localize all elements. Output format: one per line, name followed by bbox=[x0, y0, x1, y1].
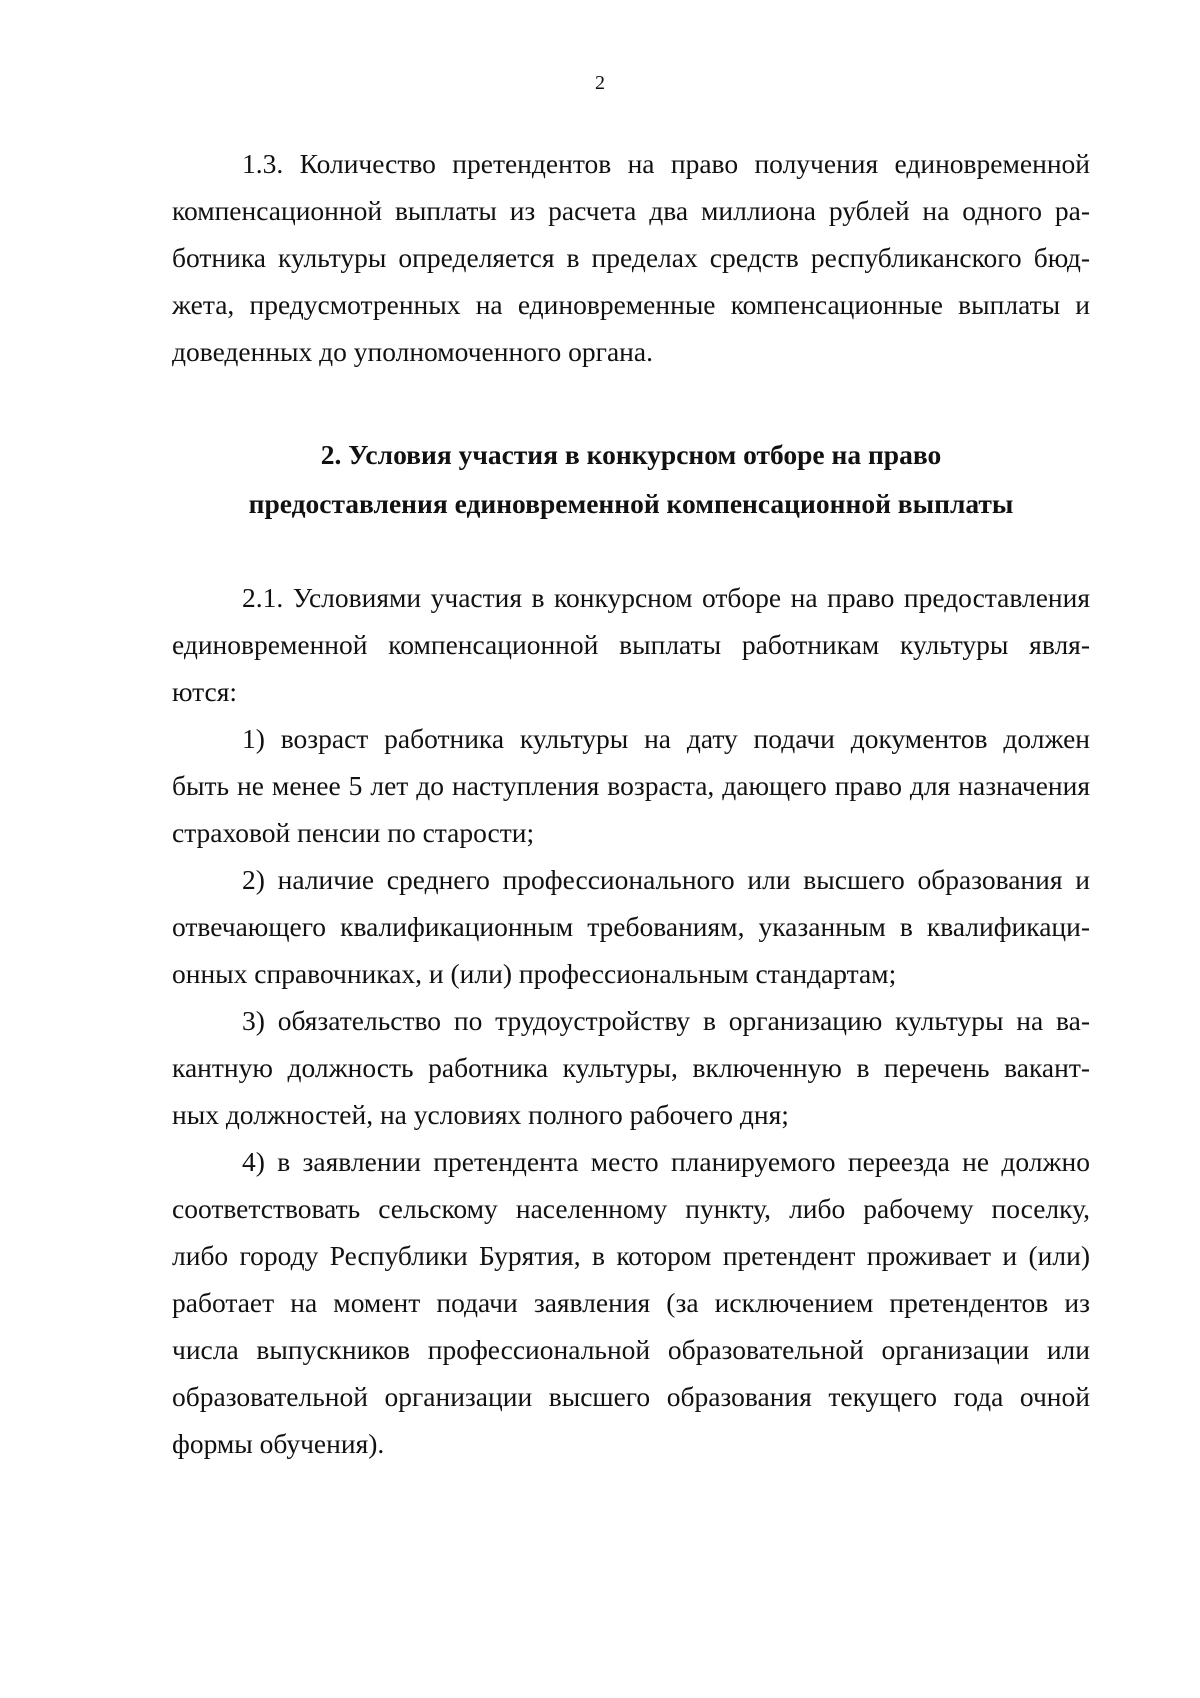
paragraph bbox=[172, 856, 1090, 997]
paragraph-line: образовательной организации высшего образования текущего года очной bbox=[172, 1381, 1090, 1412]
paragraph-line: компенсационной выплаты из расчета два миллиона рублей на одного ра- bbox=[172, 195, 1090, 226]
paragraph-line: 2.1. Условиями участия в конкурсном отборе на право предоставления bbox=[242, 582, 1090, 613]
paragraph bbox=[172, 140, 1090, 375]
paragraph-line: страховой пенсии по старости; bbox=[172, 817, 535, 848]
paragraph-line: доведенных до уполномоченного органа. bbox=[172, 336, 653, 367]
page-number: 2 bbox=[595, 72, 605, 94]
paragraph-line: жета, предусмотренных на единовременные компенсационные выплаты и bbox=[172, 289, 1090, 320]
paragraph-line: 1.3. Количество претендентов на право получения единовременной bbox=[242, 148, 1090, 179]
paragraph-line: кантную должность работника культуры, включенную в перечень вакант- bbox=[172, 1052, 1090, 1083]
paragraph bbox=[172, 715, 1090, 856]
paragraph-line: быть не менее 5 лет до наступления возраста, дающего право для назначения bbox=[172, 770, 1090, 801]
paragraphs-bottom bbox=[172, 574, 1090, 1467]
paragraph bbox=[172, 574, 1090, 715]
paragraph-line: единовременной компенсационной выплаты работникам культуры явля- bbox=[172, 629, 1090, 660]
paragraph-line: числа выпускников профессиональной образовательной организации или bbox=[172, 1334, 1090, 1365]
paragraph-line: отвечающего квалификационным требованиям, указанным в квалификаци- bbox=[172, 911, 1090, 942]
paragraph-line: онных справочниках, и (или) профессиональным стандартам; bbox=[172, 958, 897, 989]
document-body bbox=[172, 140, 1090, 1467]
paragraph-line: 4) в заявлении претендента место планируемого переезда не должно bbox=[242, 1146, 1090, 1177]
paragraph-line: формы обучения). bbox=[172, 1428, 385, 1459]
paragraph bbox=[172, 1138, 1090, 1467]
paragraph-line: 3) обязательство по трудоустройству в организацию культуры на ва- bbox=[242, 1005, 1090, 1036]
section-heading bbox=[172, 375, 1090, 574]
paragraphs-top bbox=[172, 140, 1090, 375]
paragraph bbox=[172, 997, 1090, 1138]
paragraph-line: ются: bbox=[172, 676, 238, 707]
paragraph-line: соответствовать сельскому населенному пункту, либо рабочему поселку, bbox=[172, 1193, 1090, 1224]
paragraph-line: ботника культуры определяется в пределах средств республиканского бюд- bbox=[172, 242, 1090, 273]
paragraph-line: либо городу Республики Бурятия, в котором претендент проживает и (или) bbox=[172, 1240, 1090, 1271]
section-heading-line-1: 2. Условия участия в конкурсном отборе на право bbox=[320, 439, 942, 470]
paragraph-line: ных должностей, на условиях полного рабочего дня; bbox=[172, 1099, 789, 1130]
paragraph-line: 2) наличие среднего профессионального или высшего образования и bbox=[242, 864, 1090, 895]
section-heading-line-2: предоставления единовременной компенсационной выплаты bbox=[248, 488, 1014, 519]
paragraph-line: работает на момент подачи заявления (за исключением претендентов из bbox=[172, 1287, 1090, 1318]
paragraph-line: 1) возраст работника культуры на дату подачи документов должен bbox=[242, 723, 1090, 754]
